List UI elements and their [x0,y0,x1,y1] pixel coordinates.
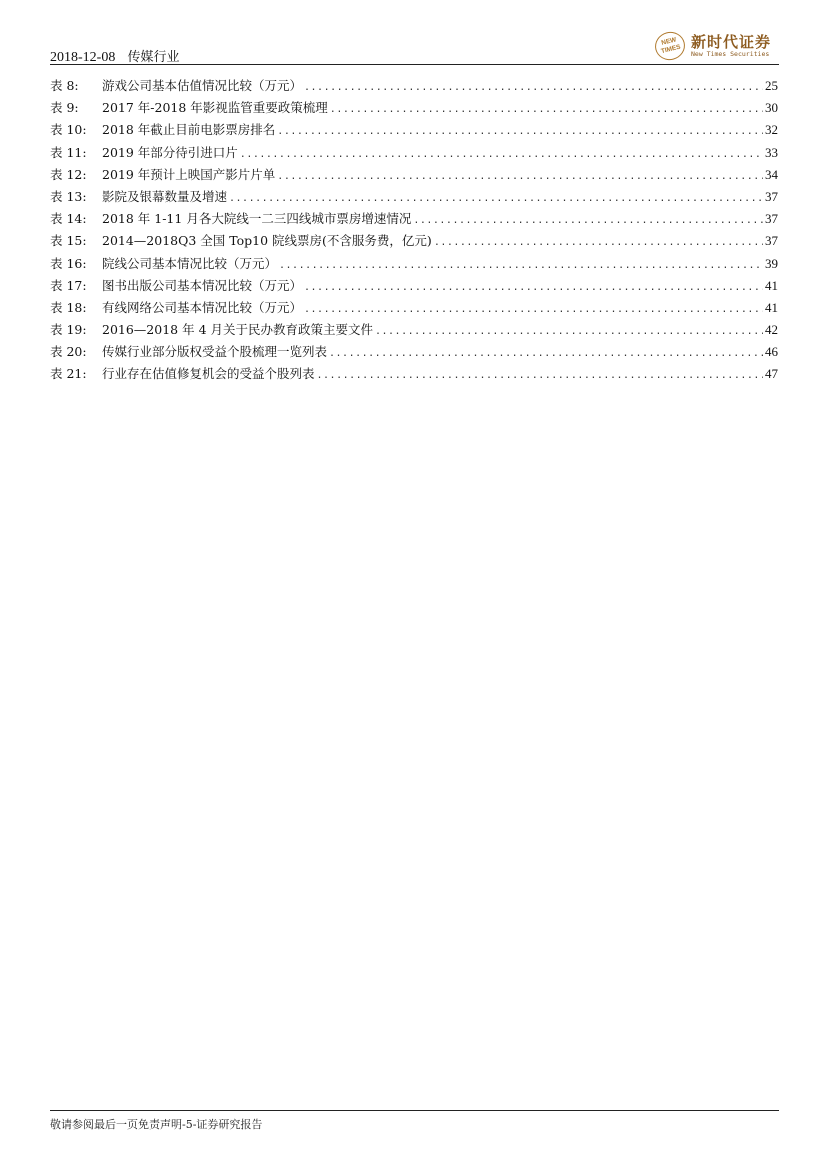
toc-leader-dots [434,237,763,248]
table-of-contents [50,76,778,387]
toc-entry[interactable] [50,254,778,276]
toc-entry-title: 院线公司基本情况比较（万元） [102,255,278,271]
toc-entry-page: 46 [765,344,778,360]
toc-entry[interactable] [50,231,778,253]
toc-entry-page: 47 [765,366,778,382]
toc-leader-dots [279,260,763,271]
toc-entry[interactable] [50,276,778,298]
toc-entry-page: 33 [765,144,778,160]
toc-entry-page: 30 [765,100,778,116]
toc-entry[interactable] [50,120,778,142]
toc-entry[interactable] [50,298,778,320]
toc-leader-dots [375,326,763,337]
toc-entry-label: 表 8: [50,78,79,93]
toc-entry-label: 表 19: [50,322,87,338]
toc-entry[interactable] [50,342,778,364]
toc-entry-page: 25 [765,78,778,93]
toc-leader-dots [330,104,763,115]
toc-leader-dots [329,348,763,359]
toc-entry-title: 游戏公司基本估值情况比较（万元） [102,78,303,93]
toc-entry-label: 表 10: [50,122,87,138]
company-logo [655,32,779,62]
toc-entry-title: 影院及银幕数量及增速 [102,188,228,204]
toc-entry[interactable] [50,364,778,386]
toc-entry-label: 表 11: [50,144,87,160]
toc-entry[interactable] [50,76,778,98]
logo-mark-icon: NEW TIMES [652,29,688,63]
toc-entry-title: 2019 年部分待引进口片 [102,144,238,160]
toc-entry-title: 2018 年截止目前电影票房排名 [102,122,276,138]
toc-entry-page: 37 [765,188,778,204]
toc-entry-title: 2019 年预计上映国产影片片单 [102,166,276,182]
page-header [50,33,779,70]
report-date: 2018-12-08 [50,50,116,65]
toc-entry[interactable] [50,187,778,209]
toc-entry-page: 42 [765,322,778,338]
toc-entry-page: 37 [765,211,778,227]
toc-leader-dots [277,126,763,137]
toc-leader-dots [304,282,763,293]
toc-entry-label: 表 18: [50,299,87,315]
toc-entry-title: 有线网络公司基本情况比较（万元） [102,299,303,315]
toc-entry-page: 34 [765,166,778,182]
footer-divider [50,1110,779,1111]
toc-entry-title: 2014—2018Q3 全国 Top10 院线票房(不含服务费，亿元) [102,233,432,249]
toc-entry-label: 表 14: [50,211,87,227]
toc-entry-page: 37 [765,233,778,249]
toc-entry-label: 表 13: [50,188,87,204]
toc-entry[interactable] [50,320,778,342]
toc-leader-dots [229,193,763,204]
toc-entry-page: 32 [765,122,778,138]
toc-entry-label: 表 21: [50,366,87,382]
toc-leader-dots [240,149,763,160]
toc-entry[interactable] [50,143,778,165]
toc-entry[interactable] [50,165,778,187]
toc-leader-dots [304,82,763,93]
industry-name: 传媒行业 [127,50,180,65]
logo-name: 新时代证券 [691,33,772,51]
toc-entry-label: 表 17: [50,277,87,293]
toc-entry-page: 41 [765,299,778,315]
toc-entry-label: 表 15: [50,233,87,249]
toc-leader-dots [413,215,763,226]
toc-entry-title: 传媒行业部分版权受益个股梳理一览列表 [102,344,328,360]
toc-entry-page: 41 [765,277,778,293]
toc-entry-label: 表 9: [50,100,79,116]
toc-entry-page: 39 [765,255,778,271]
toc-entry-label: 表 20: [50,344,87,360]
footer-disclaimer: 敬请参阅最后一页免责声明-5-证券研究报告 [50,1118,263,1131]
toc-leader-dots [304,304,763,315]
logo-subtitle: New Times Securities [691,50,770,58]
toc-entry-title: 2018 年 1-11 月各大院线一二三四线城市票房增速情况 [102,211,412,227]
toc-entry-label: 表 12: [50,166,87,182]
toc-entry-title: 图书出版公司基本情况比较（万元） [102,277,303,293]
header-info [50,46,179,66]
toc-entry-title: 行业存在估值修复机会的受益个股列表 [102,366,315,382]
toc-leader-dots [277,171,763,182]
toc-leader-dots [317,370,763,381]
toc-entry-label: 表 16: [50,255,87,271]
header-divider [50,64,779,65]
toc-entry-title: 2017 年-2018 年影视监管重要政策梳理 [102,100,328,116]
toc-entry[interactable] [50,98,778,120]
toc-entry-title: 2016—2018 年 4 月关于民办教育政策主要文件 [102,322,373,338]
page-footer [50,1110,779,1132]
toc-entry[interactable] [50,209,778,231]
